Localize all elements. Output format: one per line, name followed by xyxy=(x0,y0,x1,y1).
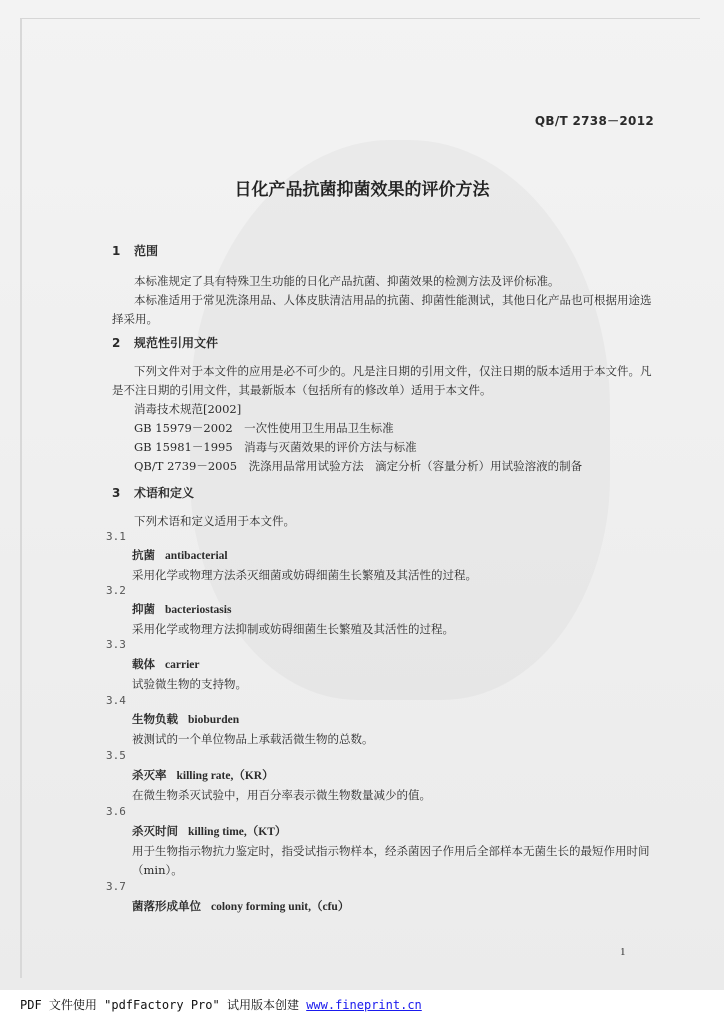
term-definition: 被测试的一个单位物品上承载活微生物的总数。 xyxy=(132,732,374,746)
section-title: 范围 xyxy=(134,244,159,258)
section-heading-terms xyxy=(112,484,194,501)
paragraph: 本标准规定了具有特殊卫生功能的日化产品抗菌、抑菌效果的检测方法及评价标准。 xyxy=(134,274,560,288)
clause-number: 3.3 xyxy=(106,638,126,651)
term-zh: 杀灭率 xyxy=(132,768,167,782)
clause-number: 3.7 xyxy=(106,880,126,893)
term-entry xyxy=(132,547,228,563)
term-entry xyxy=(132,656,199,672)
term-zh: 载体 xyxy=(132,657,155,671)
footer-text: PDF 文件使用 "pdfFactory Pro" 试用版本创建 xyxy=(20,998,299,1012)
section-number: 3 xyxy=(112,486,121,500)
scope-body xyxy=(112,272,657,329)
term-definition: 在微生物杀灭试验中，用百分率表示微生物数量减少的值。 xyxy=(132,788,431,802)
term-zh: 抑菌 xyxy=(132,602,155,616)
term-definition: 采用化学或物理方法抑制或妨碍细菌生长繁殖及其活性的过程。 xyxy=(132,622,454,636)
terms-intro xyxy=(112,512,657,531)
paragraph: 下列术语和定义适用于本文件。 xyxy=(134,514,295,528)
clause-number: 3.1 xyxy=(106,530,126,543)
term-entry xyxy=(132,823,286,839)
section-title: 术语和定义 xyxy=(134,486,195,500)
pdf-footer xyxy=(20,996,422,1013)
document-title: 日化产品抗菌抑菌效果的评价方法 xyxy=(234,180,490,200)
paragraph: 本标准适用于常见洗涤用品、人体皮肤清洁用品的抗菌、抑菌性能测试，其他日化产品也可根据用途选择采用。 xyxy=(112,293,652,326)
references-body xyxy=(112,362,657,476)
paragraph: 下列文件对于本文件的应用是必不可少的。凡是注日期的引用文件，仅注日期的版本适用于本文件。凡是不注日期的引用文件，其最新版本（包括所有的修改单）适用于本文件。 xyxy=(112,364,652,397)
clause-number: 3.4 xyxy=(106,694,126,707)
section-title: 规范性引用文件 xyxy=(134,336,219,350)
term-zh: 杀灭时间 xyxy=(132,824,178,838)
reference-item: QB/T 2739－2005 洗涤用品常用试验方法 滴定分析（容量分析）用试验溶液的制备 xyxy=(134,459,583,473)
term-en: killing rate,（KR） xyxy=(176,770,274,782)
section-heading-references xyxy=(112,334,218,351)
clause-number: 3.2 xyxy=(106,584,126,597)
clause-number: 3.6 xyxy=(106,805,126,818)
term-entry xyxy=(132,898,349,914)
reference-item: GB 15979－2002 一次性使用卫生用品卫生标准 xyxy=(134,421,394,435)
term-definition: 采用化学或物理方法杀灭细菌或妨碍细菌生长繁殖及其活性的过程。 xyxy=(132,568,477,582)
footer-link[interactable]: www.fineprint.cn xyxy=(306,998,422,1012)
term-en: bacteriostasis xyxy=(165,604,232,616)
term-en: colony forming unit,（cfu） xyxy=(211,901,350,913)
page-number: 1 xyxy=(620,946,626,958)
term-definition: 试验微生物的支持物。 xyxy=(132,677,247,691)
term-en: bioburden xyxy=(188,714,240,726)
reference-item: GB 15981－1995 消毒与灭菌效果的评价方法与标准 xyxy=(134,440,417,454)
term-entry xyxy=(132,767,274,783)
term-zh: 抗菌 xyxy=(132,548,155,562)
scan-edge xyxy=(20,18,22,978)
term-en: carrier xyxy=(165,659,200,671)
section-number: 2 xyxy=(112,336,121,350)
reference-item: 消毒技术规范[2002] xyxy=(134,402,242,416)
term-en: antibacterial xyxy=(165,550,228,562)
term-zh: 菌落形成单位 xyxy=(132,899,201,913)
scan-edge xyxy=(20,18,700,19)
term-entry xyxy=(132,601,231,617)
term-definition: 用于生物指示物抗力鉴定时，指受试指示物样本，经杀菌因子作用后全部样本无菌生长的最短作用时间（min）。 xyxy=(132,844,650,877)
term-en: killing time,（KT） xyxy=(188,826,287,838)
term-zh: 生物负载 xyxy=(132,712,178,726)
term-entry xyxy=(132,711,239,727)
section-number: 1 xyxy=(112,244,121,258)
section-heading-scope xyxy=(112,242,158,259)
clause-number: 3.5 xyxy=(106,749,126,762)
standard-code: QB/T 2738－2012 xyxy=(534,114,654,128)
